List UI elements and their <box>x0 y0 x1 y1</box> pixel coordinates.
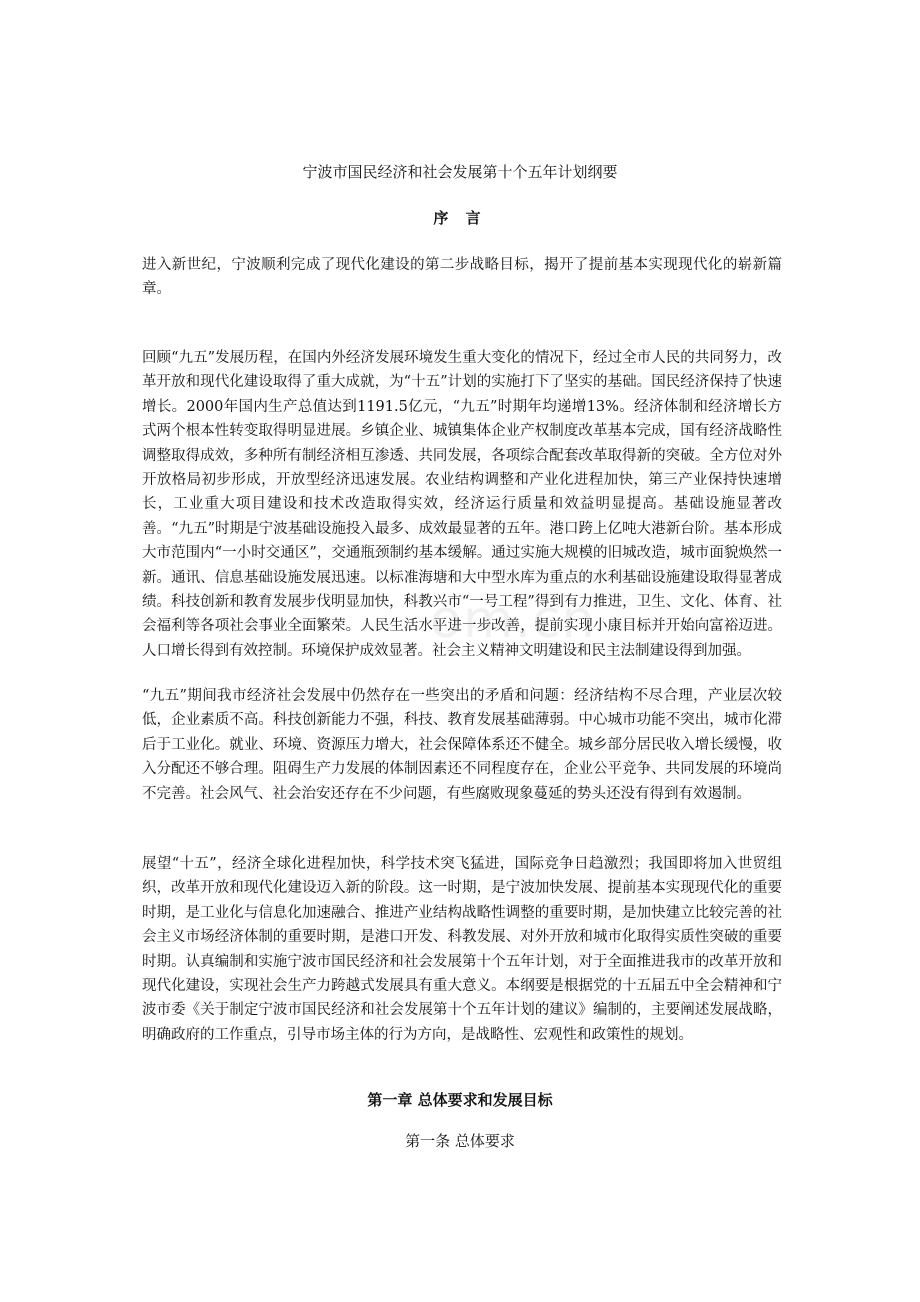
watermark: om.cn <box>430 590 596 650</box>
paragraph-problems: “九五”期间我市经济社会发展中仍然存在一些突出的矛盾和问题：经济结构不尽合理，产业层次较低，企业素质不高。科技创新能力不强，科技、教育发展基础薄弱。中心城市功能不突出，城市化滞后于工业化。就业、环境、资源压力增大，社会保障体系还不健全。城乡部分居民收入增长缓慢，收入分配还不够合理。阻碍生产力发展的体制因素还不同程度存在，企业公平竞争、共同发展的环境尚不完善。社会风气、社会治安还存在不少问题，有些腐败现象蔓延的势头还没有得到有效遏制。 <box>142 688 782 802</box>
paragraph-intro: 进入新世纪，宁波顺利完成了现代化建设的第二步战略目标，揭开了提前基本实现现代化的崭新篇章。 <box>142 257 782 298</box>
document-title: 宁波市国民经济和社会发展第十个五年计划纲要 <box>302 163 618 181</box>
paragraph-outlook: 展望“十五”，经济全球化进程加快，科学技术突飞猛进，国际竞争日趋激烈；我国即将加入世贸组织，改革开放和现代化建设迈入新的阶段。这一时期，是宁波加快发展、提前基本实现现代化的重要时期，是工业化与信息化加速融合、推进产业结构战略性调整的重要时期，是加快建立比较完善的社会主义市场经济体制的重要时期，是港口开发、科教发展、对外开放和城市化取得实质性突破的重要时期。认真编制和实施宁波市国民经济和社会发展第十个五年计划，对于全面推进我市的改革开放和现代化建设，实现社会生产力跨越式发展具有重大意义。本纲要是根据党的十五届五中全会精神和宁波市委《关于制定宁波市国民经济和社会发展第十个五年计划的建议》编制的，主要阐述发展战略，明确政府的工作重点，引导市场主体的行为方向，是战略性、宏观性和政策性的规划。 <box>142 856 782 1043</box>
preface-heading: 序 言 <box>433 209 487 227</box>
paragraph-review: 回顾“九五”发展历程，在国内外经济发展环境发生重大变化的情况下，经过全市人民的共同努力，改革开放和现代化建设取得了重大成就，为“十五”计划的实施打下了坚实的基础。国民经济保持了快速增长。2000年国内生产总值达到1191.5亿元，“九五”时期年均递增13%。经济体制和经济增长方式两个根本性转变取得明显进展。乡镇企业、城镇集体企业产权制度改革基本完成，国有经济战略性调整取得成效，多种所有制经济相互渗透、共同发展，各项综合配套改革取得新的突破。全方位对外开放格局初步形成，开放型经济迅速发展。农业结构调整和产业化进程加快，第三产业保持快速增长，工业重大项目建设和技术改造取得实效，经济运行质量和效益明显提高。基础设施显著改善。“九五”时期是宁波基础设施投入最多、成效最显著的五年。港口跨上亿吨大港新台阶。基本形成大市范围内“一小时交通区”，交通瓶颈制约基本缓解。通过实施大规模的旧城改造，城市面貌焕然一新。通讯、信息基础设施发展迅速。以标准海塘和大中型水库为重点的水利基础设施建设取得显著成绩。科技创新和教育发展步伐明显加快，科教兴市“一号工程”得到有力推进，卫生、文化、体育、社会福利等各项社会事业全面繁荣。人民生活水平进一步改善，提前实现小康目标并开始向富裕迈进。人口增长得到有效控制。环境保护成效显著。社会主义精神文明建设和民主法制建设得到加强。 <box>142 350 782 659</box>
article-heading: 第一条 总体要求 <box>405 1132 515 1150</box>
chapter-heading: 第一章 总体要求和发展目标 <box>367 1091 553 1109</box>
